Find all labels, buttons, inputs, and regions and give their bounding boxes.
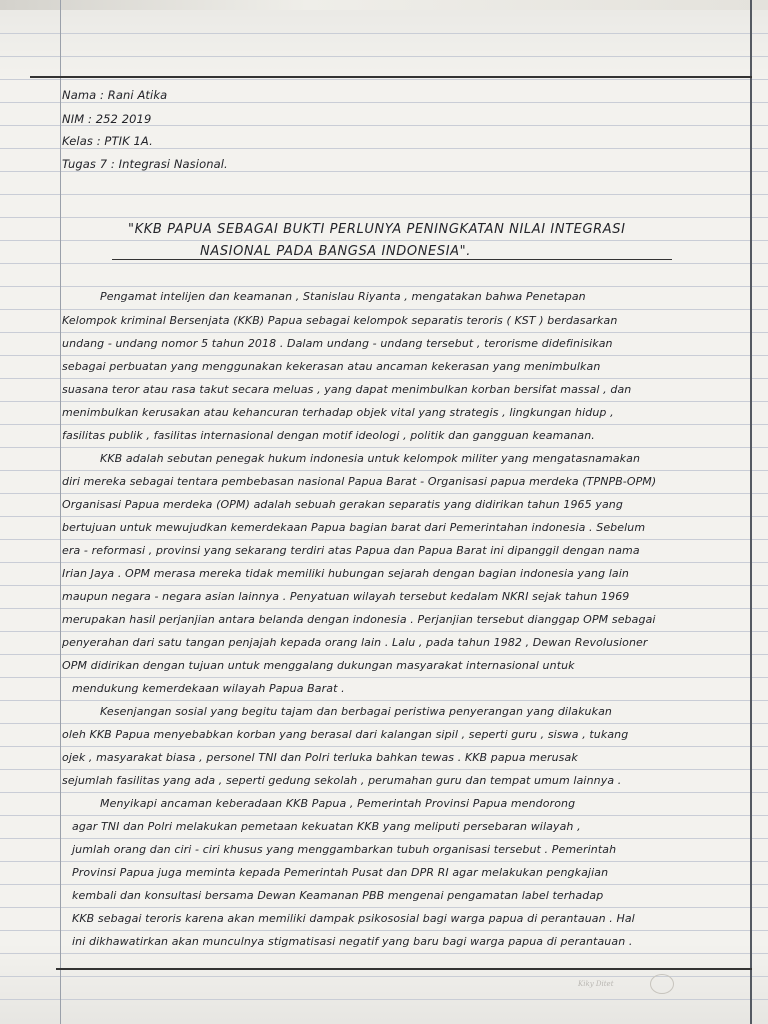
- ruled-line: [0, 447, 768, 448]
- ruled-line: [0, 102, 768, 103]
- ruled-line: [0, 332, 768, 333]
- brand-logo-icon: [650, 974, 674, 994]
- body-line: Irian Jaya . OPM merasa mereka tidak memiliki hubungan sejarah dengan bagian indonesia yang lain: [62, 567, 629, 580]
- ruled-line: [0, 700, 768, 701]
- ruled-line: [0, 355, 768, 356]
- ruled-line: [0, 815, 768, 816]
- ruled-line: [0, 723, 768, 724]
- ruled-line: [0, 631, 768, 632]
- body-line: sebagai perbuatan yang menggunakan kekerasan atau ancaman kekerasan yang menimbulkan: [62, 360, 601, 373]
- title-underline: [112, 259, 672, 260]
- ruled-line: [0, 861, 768, 862]
- ruled-line: [0, 792, 768, 793]
- ruled-line: [0, 171, 768, 172]
- ruled-line: [0, 907, 768, 908]
- body-line: mendukung kemerdekaan wilayah Papua Barat .: [72, 682, 345, 695]
- body-line: Pengamat intelijen dan keamanan , Stanislau Riyanta , mengatakan bahwa Penetapan: [100, 290, 586, 303]
- ruled-line: [0, 493, 768, 494]
- body-line: ojek , masyarakat biasa , personel TNI dan Polri terluka bahkan tewas . KKB papua merusak: [62, 751, 578, 764]
- ruled-line: [0, 562, 768, 563]
- ruled-line: [0, 217, 768, 218]
- body-line: era - reformasi , provinsi yang sekarang terdiri atas Papua dan Papua Barat ini dipanggil dengan nama: [62, 544, 640, 557]
- body-line: oleh KKB Papua menyebabkan korban yang berasal dari kalangan sipil , seperti guru , siswa , tukang: [62, 728, 629, 741]
- paper-brand-watermark: Kiky Ditet: [578, 980, 614, 988]
- body-line: sejumlah fasilitas yang ada , seperti gedung sekolah , perumahan guru dan tempat umum lainnya .: [62, 774, 622, 787]
- assignment-label: Tugas 7 : Integrasi Nasional.: [62, 157, 228, 171]
- title-line-1: "KKB PAPUA SEBAGAI BUKTI PERLUNYA PENINGKATAN NILAI INTEGRASI: [128, 222, 626, 237]
- ruled-line: [0, 263, 768, 264]
- body-line: Kesenjangan sosial yang begitu tajam dan berbagai peristiwa penyerangan yang dilakukan: [100, 705, 613, 718]
- body-line: KKB sebagai teroris karena akan memiliki dampak psikososial bagi warga papua di perantauan . Hal: [72, 912, 635, 925]
- student-class: Kelas : PTIK 1A.: [62, 134, 153, 148]
- page-top-edge: [0, 0, 768, 10]
- ruled-line: [0, 953, 768, 954]
- body-line: maupun negara - negara asian lainnya . Penyatuan wilayah tersebut kedalam NKRI sejak tahun 1969: [62, 590, 630, 603]
- body-line: diri mereka sebagai tentara pembebasan nasional Papua Barat - Organisasi papua merdeka (TPNPB-OPM): [62, 475, 657, 488]
- body-line: undang - undang nomor 5 tahun 2018 . Dalam undang - undang tersebut , terorisme didefinisikan: [62, 337, 613, 350]
- body-line: penyerahan dari satu tangan penjajah kepada orang lain . Lalu , pada tahun 1982 , Dewan Revolusioner: [62, 636, 648, 649]
- body-line: menimbulkan kerusakan atau kehancuran terhadap objek vital yang strategis , lingkungan hidup ,: [62, 406, 614, 419]
- student-name: Nama : Rani Atika: [62, 88, 168, 102]
- body-line: merupakan hasil perjanjian antara belanda dengan indonesia . Perjanjian tersebut dianggap OPM sebagai: [62, 613, 656, 626]
- body-line: Organisasi Papua merdeka (OPM) adalah sebuah gerakan separatis yang didirikan tahun 1965 yang: [62, 498, 623, 511]
- body-line: Kelompok kriminal Bersenjata (KKB) Papua sebagai kelompok separatis teroris ( KST ) berdasarkan: [62, 314, 618, 327]
- ruled-line: [0, 769, 768, 770]
- body-line: jumlah orang dan ciri - ciri khusus yang menggambarkan tubuh organisasi tersebut . Pemerintah: [72, 843, 617, 856]
- body-line: kembali dan konsultasi bersama Dewan Keamanan PBB mengenai pengamatan label terhadap: [72, 889, 604, 902]
- student-nim: NIM : 252 2019: [62, 112, 152, 126]
- ruled-line: [0, 608, 768, 609]
- ruled-line: [0, 838, 768, 839]
- ruled-line: [0, 424, 768, 425]
- body-line: KKB adalah sebutan penegak hukum indonesia untuk kelompok militer yang mengatasnamakan: [100, 452, 641, 465]
- ruled-line: [0, 999, 768, 1000]
- ruled-line: [0, 309, 768, 310]
- right-margin-line: [750, 0, 752, 1024]
- ruled-line: [0, 746, 768, 747]
- ruled-line: [0, 378, 768, 379]
- ruled-line: [0, 539, 768, 540]
- ruled-line: [0, 585, 768, 586]
- ruled-line: [0, 240, 768, 241]
- title-line-2: NASIONAL PADA BANGSA INDONESIA".: [200, 244, 471, 259]
- ruled-line: [0, 677, 768, 678]
- ruled-line: [0, 401, 768, 402]
- ruled-line: [0, 930, 768, 931]
- ruled-line: [0, 470, 768, 471]
- ruled-line: [0, 654, 768, 655]
- top-border-line: [30, 76, 752, 78]
- body-line: ini dikhawatirkan akan munculnya stigmatisasi negatif yang baru bagi warga papua di perantauan .: [72, 935, 633, 948]
- body-line: bertujuan untuk mewujudkan kemerdekaan Papua bagian barat dari Pemerintahan indonesia . Sebelum: [62, 521, 646, 534]
- ruled-line: [0, 56, 768, 57]
- body-line: OPM didirikan dengan tujuan untuk menggalang dukungan masyarakat internasional untuk: [62, 659, 575, 672]
- ruled-line: [0, 148, 768, 149]
- body-line: fasilitas publik , fasilitas internasional dengan motif ideologi , politik dan gangguan keamanan.: [62, 429, 595, 442]
- body-line: agar TNI dan Polri melakukan pemetaan kekuatan KKB yang meliputi persebaran wilayah ,: [72, 820, 581, 833]
- ruled-line: [0, 516, 768, 517]
- ruled-line: [0, 33, 768, 34]
- ruled-line: [0, 194, 768, 195]
- ruled-line: [0, 286, 768, 287]
- body-line: Provinsi Papua juga meminta kepada Pemerintah Pusat dan DPR RI agar melakukan pengkajian: [72, 866, 609, 879]
- bottom-border-line: [56, 968, 752, 970]
- ruled-line: [0, 79, 768, 80]
- ruled-line: [0, 884, 768, 885]
- body-line: suasana teror atau rasa takut secara meluas , yang dapat menimbulkan korban bersifat massal , dan: [62, 383, 632, 396]
- body-line: Menyikapi ancaman keberadaan KKB Papua , Pemerintah Provinsi Papua mendorong: [100, 797, 576, 810]
- left-margin-line: [60, 0, 61, 1024]
